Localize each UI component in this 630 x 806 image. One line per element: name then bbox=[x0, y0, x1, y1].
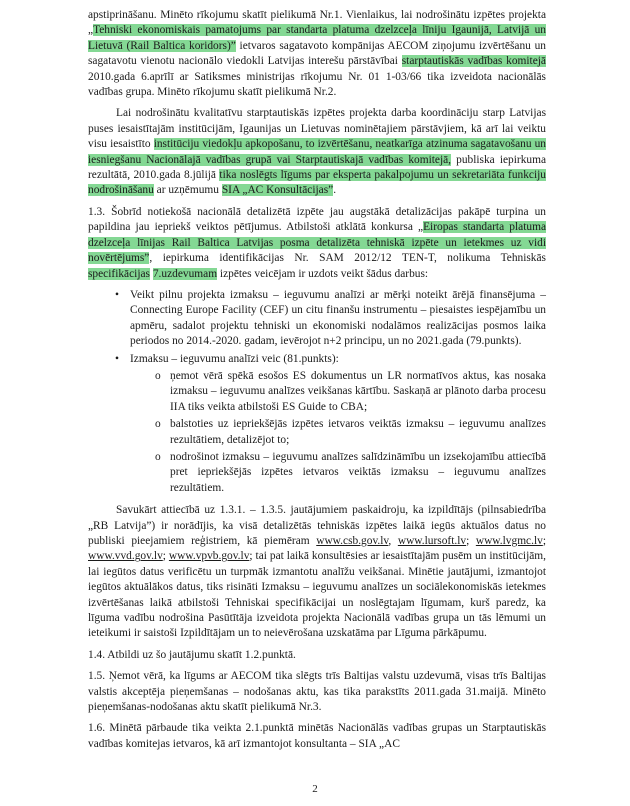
text-run: ; bbox=[162, 550, 169, 563]
text-run: , bbox=[388, 535, 398, 547]
sub-bullet-item-2 bbox=[88, 417, 546, 448]
highlighted-text: SIA „AC Konsultācijas” bbox=[221, 184, 334, 197]
text-run: ar uzņēmumu bbox=[153, 184, 222, 197]
highlighted-text: Tehniski ekonomiskais pamatojums par standarta platuma dzelzceļa līniju Igaunijā, Latvijā un Lietuvā (Rail Baltica koridors)” bbox=[88, 24, 546, 52]
bullet-item-cba bbox=[88, 288, 546, 350]
text-run: ietvaros sagatavoto kompānijas AECOM ziņojumu izvērtēšanu un sagatavotu vienotu nacionālo viedokli Latvijas interešu pārstāvībai bbox=[88, 39, 546, 68]
text-run: ņemot vērā spēkā esošos ES dokumentus un LR normatīvos aktus, kas nosaka izmaksu – ieguvumu analīzes veikšanas kārtību. Saskaņā ar plānoto darba procesu IIA tiks veikta atbilstoši ES Guide to CBA; bbox=[170, 369, 546, 413]
sub-bullet-item-1 bbox=[88, 369, 546, 415]
section-1-5 bbox=[88, 669, 546, 715]
bullet-marker-icon: • bbox=[115, 352, 119, 365]
text-run: ; tai pat laikā konsultēsies ar iesaistītajām pusēm un institūcijām, lai iegūtos datus verificētu un turpmāk izmantotu analīžu veikšanai. Minētie jautājumi, izmantojot iegūtos aktuālākos datus, tiks risināti Izmaksu – ieguvumu analīzes un sociālekonomiskās ietekmes izvērtēšanas laikā atbilstoši Tehniskai specifikācijai un noslēgtajam līgumam, kurš paredz, ka līguma vadību nodrošina Pasūtītāja izveidota projekta Nacionālā vadības grupa un tās lēmumi un ieteikumi ir saistoši Izpildītājam un to neievērošana uzskatāma par Līguma pārkāpumu. bbox=[88, 550, 546, 640]
section-1-6 bbox=[88, 721, 546, 752]
text-run: 1.6. Minētā pārbaude tika veikta 2.1.punktā minētās Nacionālās vadības grupas un Starptautiskās vadības komitejas ietvaros, kā arī izmantojot konsultanta – SIA „AC bbox=[88, 722, 546, 750]
document-content bbox=[88, 8, 546, 752]
text-run: , iepirkuma identifikācijas Nr. SAM 2012/12 TEN-T, nolikuma Tehniskās bbox=[149, 252, 546, 265]
subbullet-marker-icon: o bbox=[155, 418, 161, 431]
highlighted-text: 7.uzdevumam bbox=[152, 267, 218, 280]
text-run: Izmaksu – ieguvumu analīzi veic (81.punkts): bbox=[130, 352, 339, 365]
text-run: Savukārt attiecībā uz 1.3.1. – 1.3.5. jautājumiem paskaidroju, ka izpildītājs (pilnsabiedrība „RB Latvija”) ir norādījis, ka visā detalizētās tehniskās izpētes laikā iegūs aktuālos datus no publiski pieejamiem reģistriem, kā piemēram bbox=[88, 504, 546, 547]
bullet-marker-icon: • bbox=[115, 288, 119, 301]
url-link[interactable]: www.lvgmc.lv bbox=[475, 535, 543, 547]
subbullet-text bbox=[170, 369, 546, 415]
sub-bullet-item-3 bbox=[88, 450, 546, 496]
paragraph-continuation bbox=[88, 8, 546, 100]
subbullet-text bbox=[170, 450, 546, 496]
text-run: izpētes veicējam ir uzdots veikt šādus darbus: bbox=[217, 267, 429, 280]
section-1-3 bbox=[88, 205, 546, 282]
subbullet-marker-icon: o bbox=[155, 369, 161, 382]
bullet-text bbox=[130, 288, 546, 350]
text-run: Lai nodrošinātu kvalitatīvu starptautiskās izpētes projekta darba koordināciju starp Latvijas puses iesaistītajām institūcijām, Igaunijas un Lietuvas nominētajiem pārstāvjiem, kā arī lai veiktu visu iesaistīto bbox=[88, 107, 546, 151]
highlighted-text: Eiropas standarta platuma dzelzceļa līnijas Rail Baltica Latvijas posma detalizēta tehniskā izpēte un ietekmes uz vidi novērtējums” bbox=[88, 221, 546, 265]
section-1-4 bbox=[88, 648, 546, 663]
page-number: 2 bbox=[312, 783, 318, 795]
text-run: Veikt pilnu projekta izmaksu – ieguvumu analīzi ar mērķi noteikt ārējā finansējuma – Connecting Europe Facility (CEF) un citu finanšu instrumentu – piesaistes iespējamību un apmēru, sadalot projektu tehniski un ekonomiski nodalāmos realizācijas posmos laika periodos no 2014.-2020. gadam, ievērojot n+2 principu, un no 2021.gada (79.punkts). bbox=[130, 288, 546, 348]
paragraph-savukart bbox=[88, 503, 546, 642]
highlighted-text: starptautiskās vadības komitejā bbox=[401, 55, 546, 68]
text-run: 2010.gada 6.aprīlī ar Satiksmes ministrijas rīkojumu Nr. 01 1-03/66 tika izveidota nacionālās vadības grupa. Minēto rīkojumu skatīt pielikumā Nr.2. bbox=[88, 70, 546, 99]
text-run: nodrošinot izmaksu – ieguvumu analīzes salīdzināmību un izsekojamību attiecībā pret iepriekšējās izpētes ietvaros veiktās izmaksu – ieguvumu analīzes rezultātiem. bbox=[170, 450, 546, 494]
text-run: 1.5. Ņemot vērā, ka līgums ar AECOM tika slēgts trīs Baltijas valstu uzdevumā, visas trīs Baltijas valstis akceptēja pieņemšanas – nodošanas aktu, kas tika parakstīts 2011.gada 31.maijā. Minēto pieņemšanas-nodošanas aktu skatīt pielikumā Nr.3. bbox=[88, 670, 546, 714]
text-run: publiska iepirkuma rezultātā, 2010.gada 8.jūlijā bbox=[88, 153, 546, 182]
text-run: 1.3. Šobrīd notiekošā nacionālā detalizētā izpēte jau augstākā detalizācijas pakāpē turpina un papildina jau iepriekš veiktos pētījumus. Atbilstoši atklātā konkursa „ bbox=[88, 205, 546, 234]
highlighted-text: institūciju viedokļu apkopošanu, to izvērtēšanu, neatkarīga atzinuma sagatavošanu un iesniegšanu Nacionālajā vadības grupā vai Starptautiskajā vadības komitejā, bbox=[88, 138, 546, 166]
text-run: ; bbox=[542, 535, 546, 547]
highlighted-text: tika noslēgts līgums par eksperta pakalpojumu un sekretariāta funkciju nodrošināšanu bbox=[88, 169, 546, 197]
bullet-text bbox=[130, 352, 546, 367]
url-link[interactable]: www.vpvb.gov.lv bbox=[168, 550, 250, 563]
text-run: balstoties uz iepriekšējās izpētes ietvaros veiktās izmaksu – ieguvumu analīzes rezultātiem, detalizējot to; bbox=[170, 418, 546, 446]
text-run: . bbox=[333, 184, 337, 197]
subbullet-text bbox=[170, 417, 546, 448]
url-link[interactable]: www.vvd.gov.lv bbox=[88, 550, 163, 563]
subbullet-marker-icon: o bbox=[155, 450, 161, 463]
paragraph-coordination bbox=[88, 106, 546, 198]
text-run: apstiprināšanu. Minēto rīkojumu skatīt pielikumā Nr.1. Vienlaikus, lai nodrošinātu izpētes projekta „ bbox=[88, 9, 546, 37]
text-run: 1.4. Atbildi uz šo jautājumu skatīt 1.2.punktā. bbox=[88, 648, 296, 661]
text-run: ; bbox=[466, 535, 476, 547]
url-link[interactable]: www.csb.gov.lv bbox=[316, 535, 389, 547]
highlighted-text: specifikācijas bbox=[88, 267, 150, 280]
bullet-item-analysis bbox=[88, 352, 546, 367]
url-link[interactable]: www.lursoft.lv bbox=[397, 535, 467, 547]
